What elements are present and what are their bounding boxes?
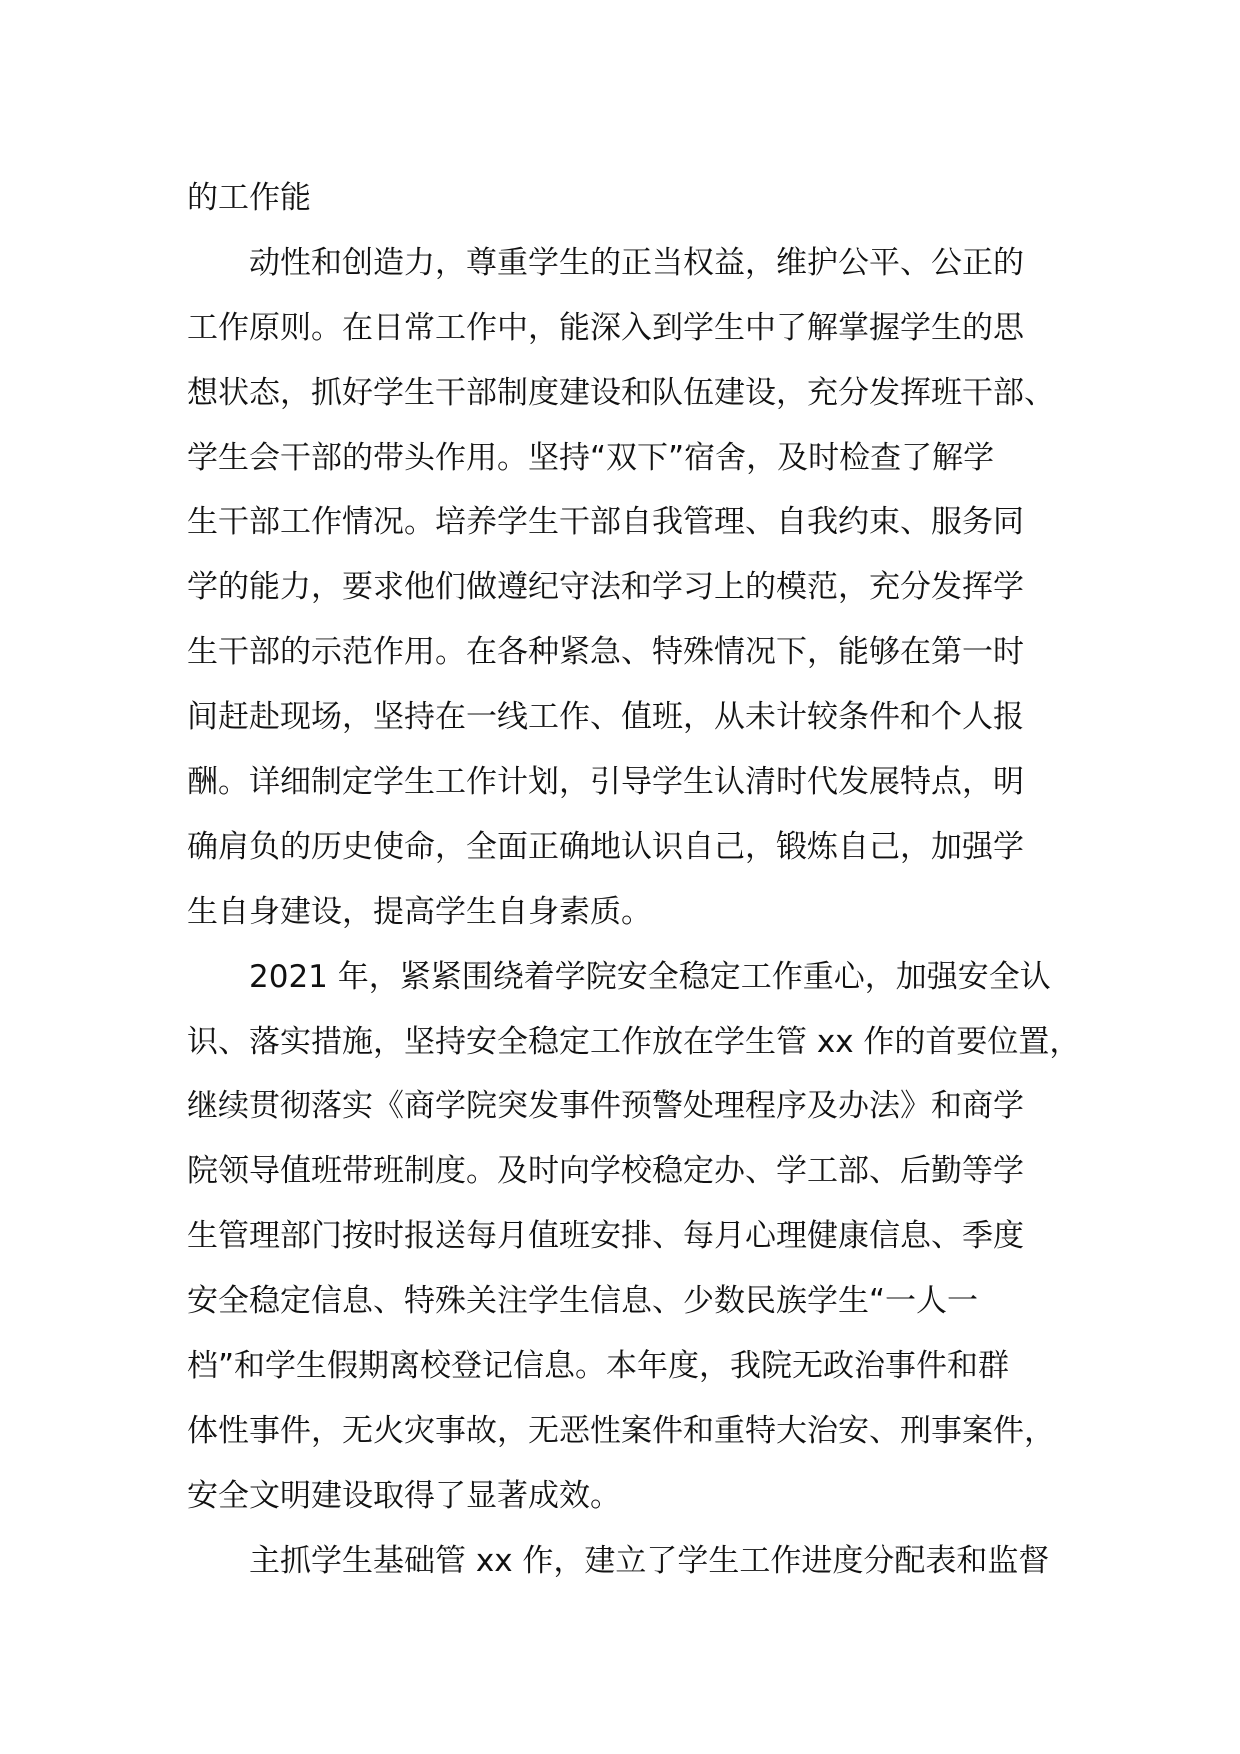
- text-line: 酬。详细制定学生工作计划，引导学生认清时代发展特点，明: [187, 764, 1024, 801]
- text-line: 档”和学生假期离校登记信息。本年度，我院无政治事件和群: [187, 1348, 1010, 1385]
- body-text: [187, 166, 1081, 1594]
- text-line: 工作原则。在日常工作中，能深入到学生中了解掌握学生的思: [187, 309, 1024, 346]
- text-line: 动性和创造力，尊重学生的正当权益，维护公平、公正的: [249, 244, 1024, 281]
- text-line: 生干部的示范作用。在各种紧急、特殊情况下，能够在第一时: [187, 634, 1024, 671]
- text-line: 确肩负的历史使命，全面正确地认识自己，锻炼自己，加强学: [187, 828, 1024, 865]
- text-line: 想状态，抓好学生干部制度建设和队伍建设，充分发挥班干部、: [187, 374, 1055, 411]
- text-line: 生管理部门按时报送每月值班安排、每月心理健康信息、季度: [187, 1218, 1024, 1255]
- text-line: 院领导值班带班制度。及时向学校稳定办、学工部、后勤等学: [187, 1153, 1024, 1190]
- text-line: 安全文明建设取得了显著成效。: [187, 1477, 621, 1514]
- text-line: 生干部工作情况。培养学生干部自我管理、自我约束、服务同: [187, 504, 1024, 541]
- text-line: 2021 年，紧紧围绕着学院安全稳定工作重心，加强安全认: [249, 958, 1051, 995]
- text-line: 生自身建设，提高学生自身素质。: [187, 893, 652, 930]
- text-line: 主抓学生基础管 xx 作，建立了学生工作进度分配表和监督: [249, 1542, 1050, 1579]
- text-line: 间赶赴现场，坚持在一线工作、值班，从未计较条件和个人报: [187, 699, 1024, 736]
- text-line: 识、落实措施，坚持安全稳定工作放在学生管 xx 作的首要位置，: [187, 1023, 1081, 1060]
- text-line: 学的能力，要求他们做遵纪守法和学习上的模范，充分发挥学: [187, 569, 1024, 606]
- text-line: 体性事件，无火灾事故，无恶性案件和重特大治安、刑事案件，: [187, 1412, 1055, 1449]
- text-line: 继续贯彻落实《商学院突发事件预警处理程序及办法》和商学: [187, 1088, 1024, 1125]
- text-line: 安全稳定信息、特殊关注学生信息、少数民族学生“一人一: [187, 1283, 979, 1320]
- text-line: 学生会干部的带头作用。坚持“双下”宿舍，及时检查了解学: [187, 439, 995, 476]
- text-line: 的工作能: [187, 180, 311, 216]
